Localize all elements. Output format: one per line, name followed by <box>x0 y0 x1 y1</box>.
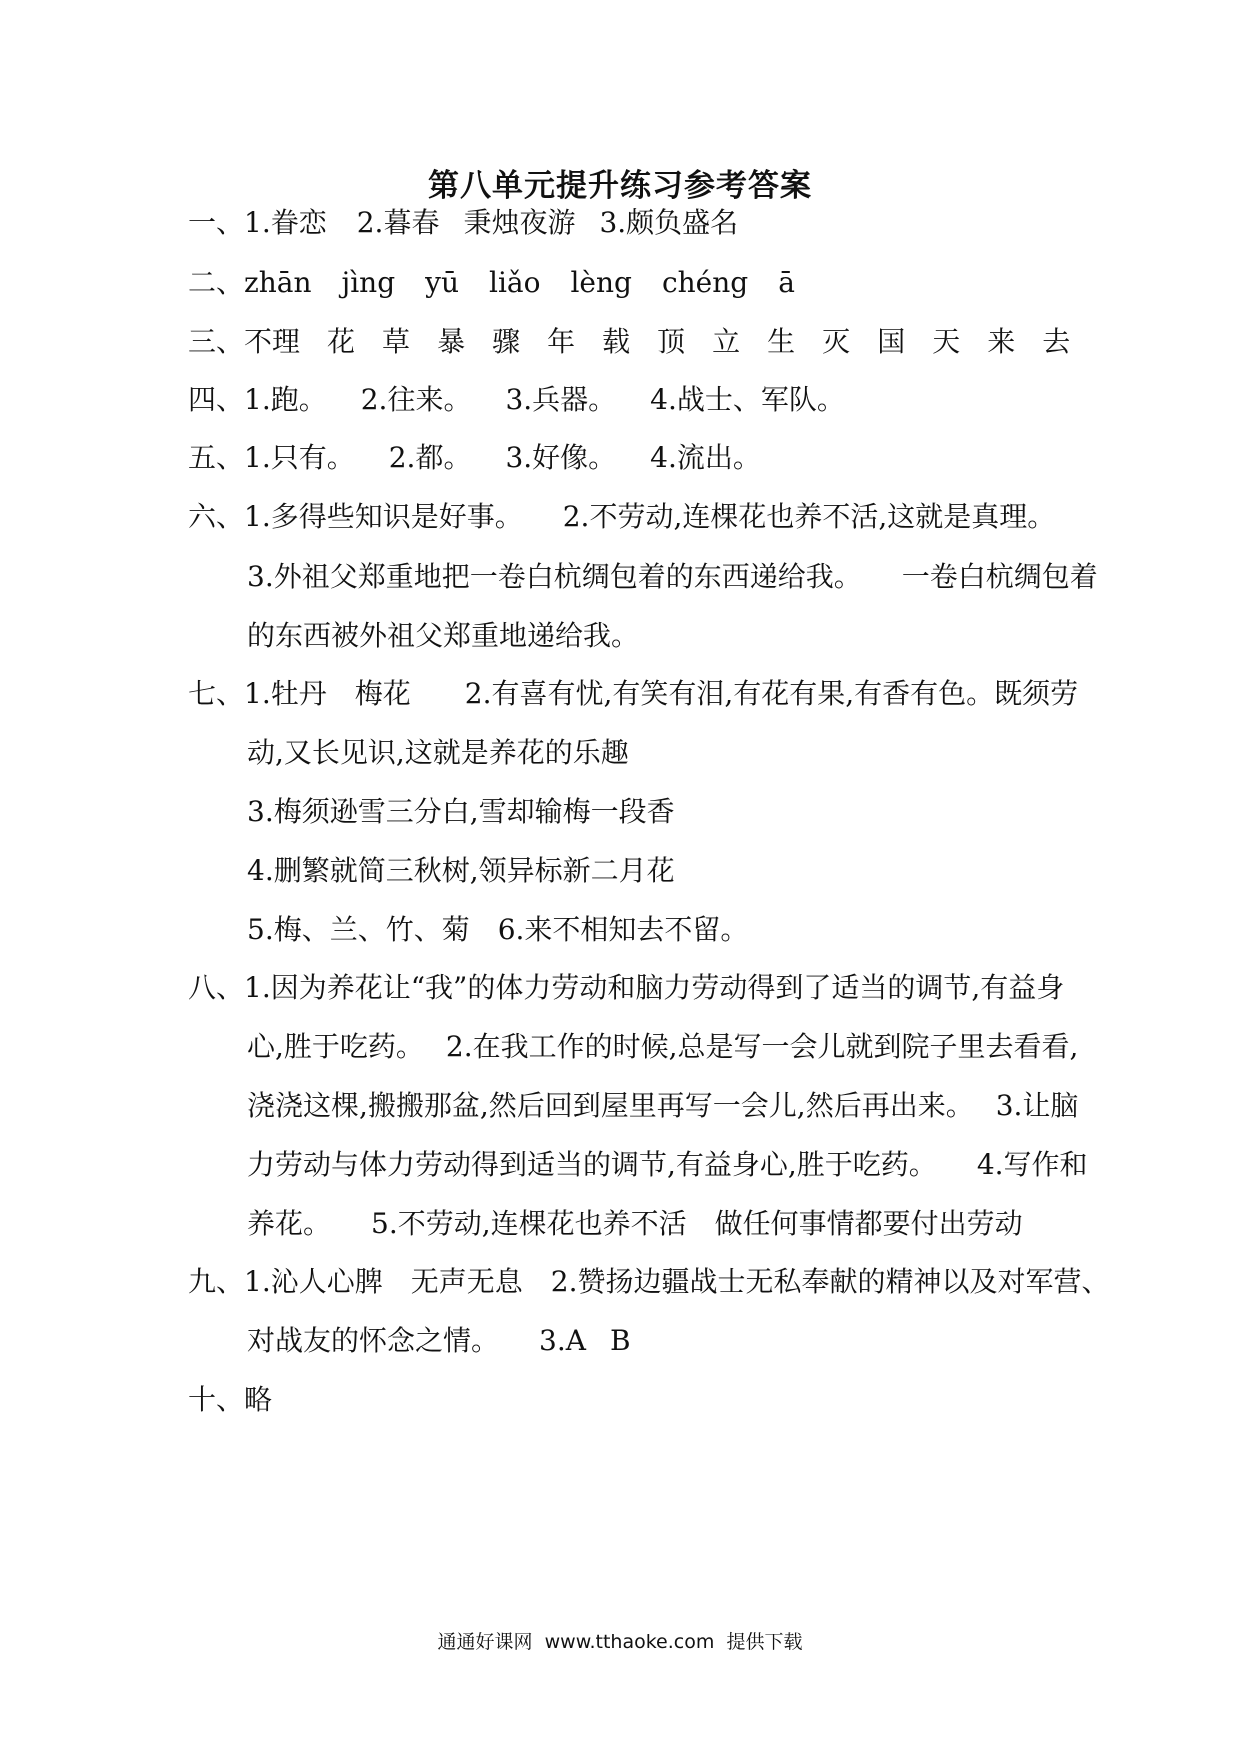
section-number: 七、 <box>188 677 245 710</box>
answer: 1.跑。 <box>244 383 327 416</box>
answer-line-6b <box>247 557 1098 597</box>
answer-line-8b <box>247 1027 1078 1067</box>
section-number: 六、 <box>188 500 245 533</box>
section-number: 三、 <box>188 325 245 358</box>
answer-line-8e <box>247 1204 1023 1244</box>
answer: 力劳动与体力劳动得到适当的调节,有益身心,胜于吃药。 <box>247 1148 937 1181</box>
answer: 秉烛夜游 <box>463 206 576 239</box>
answer: 载 <box>602 325 631 358</box>
answer: 2.赞扬边疆战士无私奉献的精神以及对军营、 <box>550 1265 1110 1298</box>
answer: 年 <box>547 325 576 358</box>
answer: 3.颇负盛名 <box>599 206 739 239</box>
answer-line-7 <box>188 674 1078 714</box>
answer: 4.流出。 <box>650 441 761 474</box>
answer-line-8c <box>247 1086 1078 1126</box>
answer: 立 <box>712 325 741 358</box>
answer-line-3 <box>188 322 1070 362</box>
section-number: 八、 <box>188 971 245 1004</box>
answer: 4.写作和 <box>976 1148 1088 1181</box>
answer: 2.有喜有忧,有笑有泪,有花有果,有香有色。既须劳 <box>464 677 1079 710</box>
answer: 草 <box>382 325 411 358</box>
answer: 来 <box>987 325 1016 358</box>
answer-line-7d <box>247 851 675 891</box>
answer: 5.梅、兰、竹、菊 <box>247 913 470 946</box>
pinyin: jìng <box>341 266 396 299</box>
section-number: 二、 <box>188 266 245 299</box>
answer-line-6c <box>247 616 639 656</box>
answer: 5.不劳动,连棵花也养不活 <box>371 1207 687 1240</box>
answer: 3.外祖父郑重地把一卷白杭绸包着的东西递给我。 <box>247 560 862 593</box>
answer: 3.让脑 <box>995 1089 1079 1122</box>
answer: 1.沁人心脾 <box>244 1265 383 1298</box>
answer: 养花。 <box>247 1207 332 1240</box>
answer: 1.因为养花让“我”的体力劳动和脑力劳动得到了适当的调节,有益身 <box>244 971 1065 1004</box>
answer: 生 <box>767 325 796 358</box>
section-number: 四、 <box>188 383 245 416</box>
answer: 2.不劳动,连棵花也养不活,这就是真理。 <box>562 500 1056 533</box>
answer: 顶 <box>657 325 686 358</box>
answer: 4.删繁就简三秋树,领异标新二月花 <box>247 854 675 887</box>
answer: 3.兵器。 <box>505 383 617 416</box>
answer: 略 <box>244 1383 273 1416</box>
pinyin: yū <box>425 266 459 299</box>
section-number: 一、 <box>188 206 245 239</box>
answer-line-8d <box>247 1145 1088 1185</box>
answer: 2.都。 <box>388 441 472 474</box>
pinyin: lèng <box>570 266 632 299</box>
answer-line-7b <box>247 733 629 773</box>
answer-line-8 <box>188 968 1064 1008</box>
section-number: 九、 <box>188 1265 245 1298</box>
answer: 暴 <box>437 325 466 358</box>
answer: 2.暮春 <box>356 206 440 239</box>
answer-line-1 <box>188 203 738 243</box>
answer: 1.多得些知识是好事。 <box>244 500 523 533</box>
section-number: 十、 <box>188 1383 245 1416</box>
answer: 1.眷恋 <box>244 206 327 239</box>
answer-line-9 <box>188 1262 1109 1302</box>
answer: 去 <box>1042 325 1071 358</box>
answer: B <box>609 1324 631 1357</box>
answer: 6.来不相知去不留。 <box>497 913 749 946</box>
answer: 天 <box>932 325 961 358</box>
answer-line-2 <box>188 263 825 303</box>
answer: 1.只有。 <box>244 441 355 474</box>
answer: 动,又长见识,这就是养花的乐趣 <box>247 736 629 769</box>
answer-line-6 <box>188 497 1055 537</box>
answer-line-9b <box>247 1321 631 1361</box>
answer: 灭 <box>822 325 851 358</box>
answer-line-7e <box>247 910 748 950</box>
pinyin: ā <box>778 266 795 299</box>
answer: 2.往来。 <box>360 383 472 416</box>
pinyin: liǎo <box>488 266 541 299</box>
section-number: 五、 <box>188 441 245 474</box>
footer-credit: 通通好课网 www.tthaoke.com 提供下载 <box>437 1631 803 1653</box>
answer: 心,胜于吃药。 <box>247 1030 424 1063</box>
answer: 2.在我工作的时候,总是写一会儿就到院子里去看看, <box>445 1030 1079 1063</box>
answer: 1.牡丹 <box>244 677 327 710</box>
answer: 浇浇这棵,搬搬那盆,然后回到屋里再写一会儿,然后再出来。 <box>247 1089 974 1122</box>
answer: 梅花 <box>354 677 411 710</box>
answer: 的东西被外祖父郑重地递给我。 <box>247 619 640 652</box>
answer: 4.战士、军队。 <box>650 383 845 416</box>
answer-line-10 <box>188 1380 272 1420</box>
answer-line-5 <box>188 438 761 478</box>
answer: 3.梅须逊雪三分白,雪却输梅一段香 <box>247 795 675 828</box>
answer-line-4 <box>188 380 845 420</box>
answer: 国 <box>877 325 906 358</box>
answer: 做任何事情都要付出劳动 <box>714 1207 1023 1240</box>
pinyin: chéng <box>661 266 749 299</box>
answer: 一卷白杭绸包着 <box>901 560 1098 593</box>
answer: 不理 <box>244 325 301 358</box>
answer: 花 <box>327 325 356 358</box>
answer: 骤 <box>492 325 521 358</box>
answer: 对战友的怀念之情。 <box>247 1324 500 1357</box>
answer: 3.好像。 <box>505 441 617 474</box>
answer-line-7c <box>247 792 675 832</box>
pinyin: zhān <box>244 266 312 299</box>
answer: 3.A <box>539 1324 586 1357</box>
page-title: 第八单元提升练习参考答案 <box>428 168 812 204</box>
answer: 无声无息 <box>410 1265 523 1298</box>
